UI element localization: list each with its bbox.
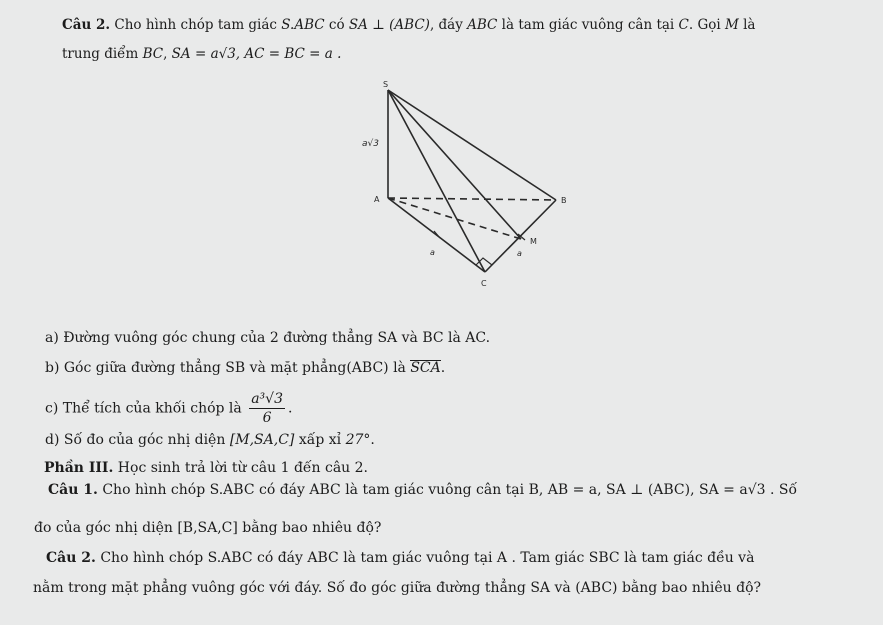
volume-fraction: $\frac{\text{a³√3}}{6}$ [251, 391, 283, 426]
part3-heading: Phần III. Học sinh trả lời từ câu 1 đến câu 2. [44, 460, 368, 476]
q2-label: Câu 2. [62, 17, 111, 33]
edge-sc [388, 90, 485, 272]
edge-ac [388, 198, 485, 272]
statement-d: d) Số đo của góc nhị diện [M,SA,C] xấp xỉ 27°. [45, 432, 375, 448]
q2b-line2: nằm trong mặt phẳng vuông góc với đáy. Số đo góc giữa đường thẳng SA và (ABC) bằng bao nhiêu độ? [33, 580, 762, 596]
label-sa-length: a√3 [362, 139, 379, 149]
label-b: B [561, 196, 567, 205]
label-a: A [374, 195, 380, 204]
label-cb-length: a [517, 249, 522, 258]
statement-b: b) Góc giữa đường thẳng SB và mặt phẳng(ABC) là SCA. [45, 360, 446, 376]
edge-ab [388, 198, 556, 200]
label-ac-length: a [430, 248, 435, 257]
label-s: S [383, 80, 389, 89]
label-m: M [530, 237, 537, 246]
q1-line2: đo của góc nhị diện [B,SA,C] bằng bao nhiêu độ? [34, 520, 382, 536]
q2b-label: Câu 2. [46, 550, 96, 566]
q2b-line1: Câu 2. Cho hình chóp S.ABC có đáy ABC là tam giác vuông tại A . Tam giác SBC là tam giác đều và [46, 550, 755, 566]
angle-sca: SCA [410, 360, 441, 376]
q2-header: Câu 2. Cho hình chóp tam giác S.ABC có SA ⊥ (ABC), đáy ABC là tam giác vuông cân tại C. Gọi M là [62, 17, 756, 33]
q2-header-line2: trung điểm BC, SA = a√3, AC = BC = a . [62, 46, 342, 62]
q1-label: Câu 1. [48, 482, 98, 498]
q1-line1: Câu 1. Cho hình chóp S.ABC có đáy ABC là tam giác vuông cân tại B, AB = a, SA ⊥ (ABC), SA = a√3 . Số [48, 482, 798, 498]
edge-am [388, 198, 521, 239]
label-c: C [481, 279, 487, 288]
statement-c: c) Thể tích của khối chóp là $\frac{\text{a³√3}}{6}$ . [45, 391, 293, 426]
pyramid-figure [340, 78, 600, 293]
statement-a: a) Đường vuông góc chung của 2 đường thẳng SA và BC là AC. [45, 330, 491, 346]
